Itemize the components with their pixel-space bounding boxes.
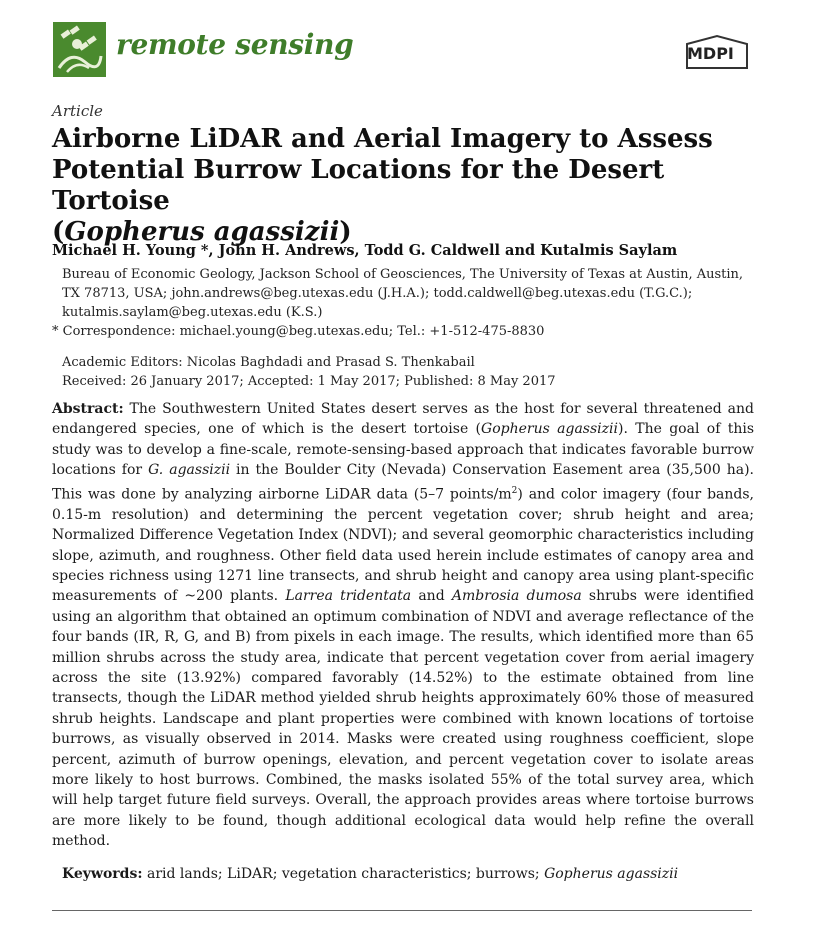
- abstract-superscript: 2: [511, 485, 518, 496]
- title-line-2: Potential Burrow Locations for the Desert Tortoise: [52, 155, 665, 216]
- abstract-species: Larrea tridentata: [285, 588, 412, 605]
- satellite-icon: [53, 22, 106, 77]
- authors: Michael H. Young *, John H. Andrews, Todd G. Caldwell and Kutalmis Saylam: [52, 242, 678, 259]
- title-species: Gopherus agassizii: [64, 217, 340, 247]
- journal-logo: [53, 22, 106, 77]
- abstract-text: and: [411, 588, 452, 605]
- keywords: [62, 866, 678, 882]
- affiliation-line-3: kutalmis.saylam@beg.utexas.edu (K.S.): [62, 305, 323, 320]
- affiliation: [62, 265, 762, 322]
- publisher-logo: [683, 34, 751, 72]
- divider: [52, 910, 752, 911]
- affiliation-line-1: Bureau of Economic Geology, Jackson School of Geosciences, The University of Texas at Austin, Austin,: [62, 267, 744, 282]
- publisher-name: MDPI: [687, 44, 734, 63]
- keywords-species: Gopherus agassizii: [544, 866, 679, 882]
- abstract-species: Ambrosia dumosa: [451, 588, 582, 605]
- affiliation-line-2: TX 78713, USA; john.andrews@beg.utexas.edu (J.H.A.); todd.caldwell@beg.utexas.edu (T.G.C.);: [62, 286, 693, 301]
- abstract-text: The Southwestern United States desert serves as the host for several threatened and endangered species, one of which is the desert tortoise (: [52, 401, 754, 438]
- abstract-species: Gopherus agassizii: [481, 421, 618, 438]
- academic-editors: Academic Editors: Nicolas Baghdadi and Prasad S. Thenkabail: [62, 355, 475, 370]
- title-line-1: Airborne LiDAR and Aerial Imagery to Assess: [52, 124, 713, 154]
- abstract-species: G. agassizii: [148, 462, 231, 479]
- title-paren-close: ): [339, 217, 352, 247]
- abstract-text: ) and color imagery (four bands, 0.15-m resolution) and determining the percent vegetation cover; shrub height and area; Normalized Difference Vegetation Index (NDVI); and several geomorphic characteristics including slope, azimuth, and roughness. Other field data used herein include estimates of canopy area and species richness using 1271 line transects, and shrub height and canopy area using plant-specific measurements of ~200 plants.: [52, 486, 754, 605]
- journal-name: remote sensing: [116, 28, 354, 61]
- abstract-label: Abstract:: [52, 401, 124, 417]
- title-paren-open: (: [52, 217, 65, 247]
- correspondence: * Correspondence: michael.young@beg.utexas.edu; Tel.: +1-512-475-8830: [52, 324, 545, 339]
- publication-dates: Received: 26 January 2017; Accepted: 1 May 2017; Published: 8 May 2017: [62, 374, 556, 389]
- article-title: [52, 124, 772, 248]
- abstract-text: ). The goal of this study was to develop a fine-scale, remote-sensing-based approach that indicates favorable burrow locations for: [52, 421, 755, 479]
- abstract-text: shrubs were identified using an algorithm that obtained an optimum combination of NDVI and average reflectance of the four bands (IR, R, G, and B) from pixels in each image. The results, which identified more than 65 million shrubs across the study area, indicate that percent vegetation cover from aerial imagery across the site (13.92%) compared favorably (14.52%) to the estimate obtained from line transects, though the LiDAR method yielded shrub heights approximately 60% those of measured shrub heights. Landscape and plant properties were combined with known locations of tortoise burrows, as visually observed in 2014. Masks were created using roughness coefficient, slope percent, azimuth of burrow openings, elevation, and percent vegetation cover to isolate areas more likely to host burrows. Combined, the masks isolated 55% of the total survey area, which will help target future field surveys. Overall, the approach provides areas where tortoise burrows are more likely to be found, though additional ecological data would help refine the overall method.: [52, 588, 754, 850]
- keywords-text: arid lands; LiDAR; vegetation characteristics; burrows;: [142, 866, 545, 882]
- abstract-text: in the Boulder City (Nevada) Conservation Easement area (35,500 ha). This was done by analyzing airborne LiDAR data (5–7 points/m: [52, 462, 754, 503]
- article-type: Article: [52, 102, 103, 120]
- keywords-label: Keywords:: [62, 866, 143, 882]
- abstract: [52, 399, 754, 852]
